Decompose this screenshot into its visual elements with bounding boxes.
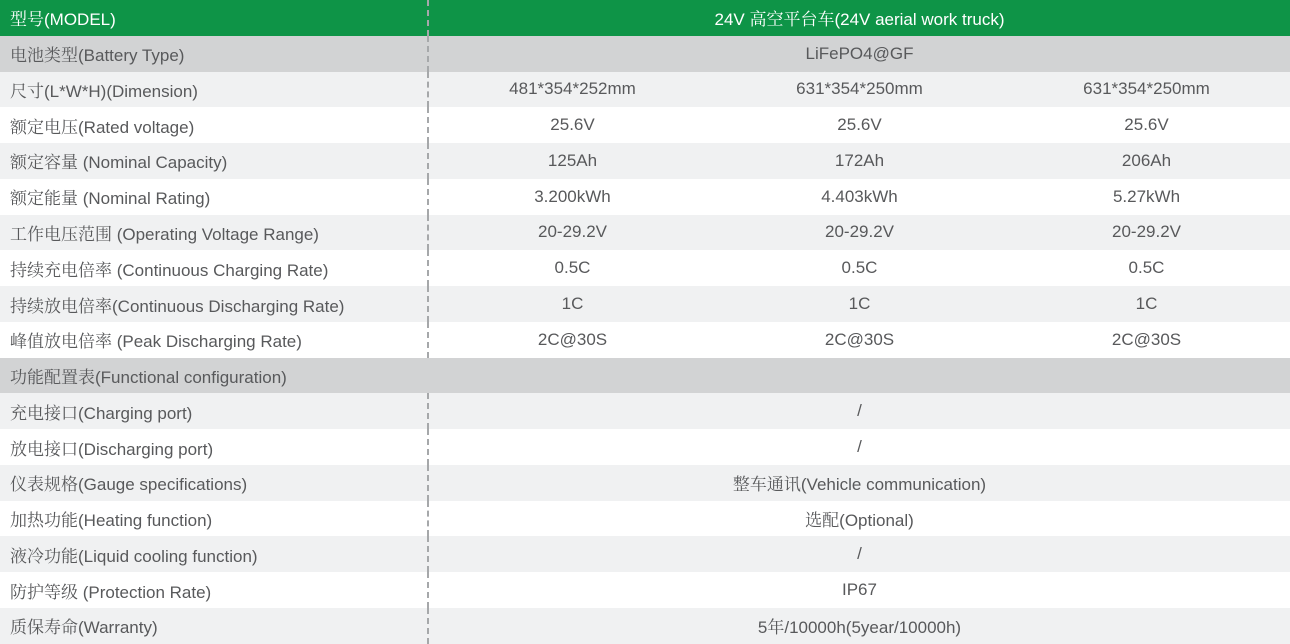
row-values	[429, 608, 1290, 644]
row-value: 631*354*250mm	[1083, 79, 1210, 99]
row-label: 仪表规格(Gauge specifications)	[0, 465, 429, 501]
row-values	[429, 322, 1290, 358]
row-value: 0.5C	[554, 258, 591, 278]
row-values	[429, 286, 1290, 322]
row-value: 20-29.2V	[1112, 222, 1181, 242]
spec-row	[0, 608, 1290, 644]
row-label: 充电接口(Charging port)	[0, 393, 429, 429]
row-label: 尺寸(L*W*H)(Dimension)	[0, 72, 429, 108]
row-value: 整车通讯(Vehicle communication)	[732, 475, 987, 495]
row-value: 2C@30S	[537, 329, 608, 349]
row-label: 加热功能(Heating function)	[0, 501, 429, 537]
spec-row	[0, 143, 1290, 179]
row-value: 481*354*252mm	[509, 79, 636, 99]
row-label: 峰值放电倍率 (Peak Discharging Rate)	[0, 322, 429, 358]
row-values	[429, 107, 1290, 143]
row-values	[429, 465, 1290, 501]
row-value: 1C	[1135, 294, 1158, 313]
row-value: 3.200kWh	[534, 186, 611, 206]
row-value: 选配(Optional)	[805, 511, 914, 531]
row-label: 持续放电倍率(Continuous Discharging Rate)	[0, 286, 429, 322]
row-value: /	[857, 401, 862, 421]
row-value: IP67	[842, 580, 877, 600]
row-value: 631*354*250mm	[796, 79, 923, 99]
row-values	[429, 72, 1290, 108]
row-value: 5年/10000h(5year/10000h)	[757, 618, 962, 638]
row-label: 额定容量 (Nominal Capacity)	[0, 143, 429, 179]
row-value: 4.403kWh	[821, 186, 898, 206]
spec-row	[0, 107, 1290, 143]
row-value: 0.5C	[1128, 258, 1165, 278]
row-values	[429, 143, 1290, 179]
spec-row	[0, 393, 1290, 429]
row-label: 工作电压范围 (Operating Voltage Range)	[0, 215, 429, 251]
row-values	[429, 215, 1290, 251]
spec-row	[0, 36, 1290, 72]
row-value: /	[857, 437, 862, 457]
row-values	[429, 536, 1290, 572]
row-value: 125Ah	[547, 150, 598, 170]
spec-row	[0, 286, 1290, 322]
row-value: 0.5C	[841, 258, 878, 278]
row-values	[429, 393, 1290, 429]
row-value: 1C	[561, 294, 584, 313]
row-value: 25.6V	[837, 115, 882, 135]
row-label: 液冷功能(Liquid cooling function)	[0, 536, 429, 572]
spec-row	[0, 322, 1290, 358]
row-values	[429, 179, 1290, 215]
row-value: /	[857, 544, 862, 564]
row-value: LiFePO4@GF	[805, 43, 914, 63]
row-label: 质保寿命(Warranty)	[0, 608, 429, 644]
row-label: 型号(MODEL)	[0, 0, 429, 36]
row-values	[429, 572, 1290, 608]
row-label: 功能配置表(Functional configuration)	[10, 368, 287, 388]
row-value: 172Ah	[834, 150, 885, 170]
spec-row	[0, 572, 1290, 608]
row-value: 2C@30S	[824, 329, 895, 349]
spec-row	[0, 536, 1290, 572]
row-label: 防护等级 (Protection Rate)	[0, 572, 429, 608]
row-value: 25.6V	[1124, 115, 1169, 135]
row-label: 额定能量 (Nominal Rating)	[0, 179, 429, 215]
spec-row	[0, 179, 1290, 215]
row-value: 24V 高空平台车(24V aerial work truck)	[714, 10, 1005, 30]
functional-config-section-row	[0, 358, 1290, 394]
spec-row	[0, 465, 1290, 501]
model-header-row	[0, 0, 1290, 36]
spec-row	[0, 250, 1290, 286]
row-value: 20-29.2V	[825, 222, 894, 242]
row-values	[429, 36, 1290, 72]
row-values	[429, 250, 1290, 286]
row-values	[429, 429, 1290, 465]
row-label: 电池类型(Battery Type)	[0, 36, 429, 72]
row-label: 额定电压(Rated voltage)	[0, 107, 429, 143]
row-value: 2C@30S	[1111, 329, 1182, 349]
row-label: 持续充电倍率 (Continuous Charging Rate)	[0, 250, 429, 286]
spec-row	[0, 215, 1290, 251]
row-label: 放电接口(Discharging port)	[0, 429, 429, 465]
row-values	[429, 0, 1290, 36]
row-value: 206Ah	[1121, 150, 1172, 170]
row-value: 20-29.2V	[538, 222, 607, 242]
row-value: 1C	[848, 294, 871, 313]
spec-row	[0, 429, 1290, 465]
spec-row	[0, 72, 1290, 108]
row-value: 25.6V	[550, 115, 595, 135]
row-value: 5.27kWh	[1112, 186, 1181, 206]
row-values	[429, 501, 1290, 537]
spec-row	[0, 501, 1290, 537]
